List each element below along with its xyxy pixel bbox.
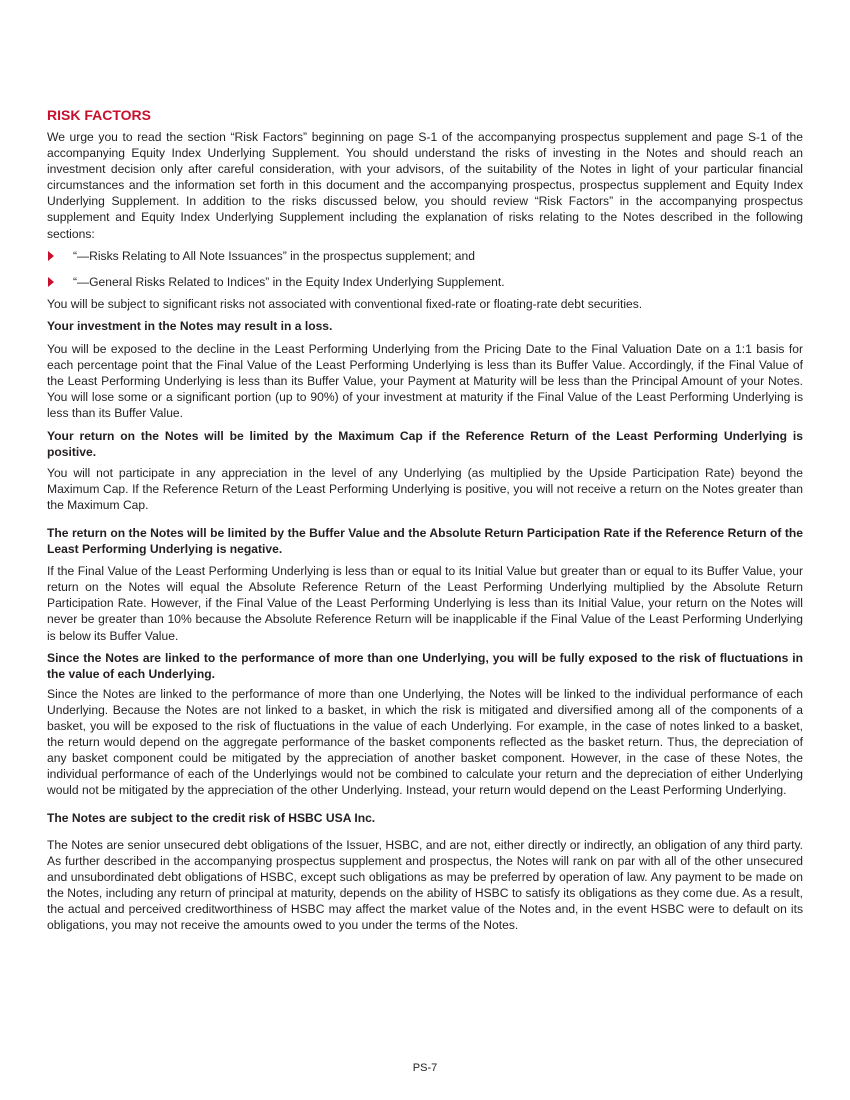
risk-body: If the Final Value of the Least Performing Underlying is less than or equal to its Initial Value but greater than or equal to its Buffer Value, your return on the Notes will equal the Absolute Reference Return of the Least Performing Underlying multiplied by the Absolute Return Participation Rate. However, if the Final Value of the Least Performing Underlying is less than its Initial Value, your return on the Notes will never be greater than 10% because the Absolute Reference Return will be inapplicable if the Final Value of the Least Performing Underlying is below its Buffer Value. [47, 564, 803, 643]
risk-body: The Notes are senior unsecured debt obligations of the Issuer, HSBC, and are not, either directly or indirectly, an obligation of any third party. As further described in the accompanying prospectus supplement and prospectus, the Notes will rank on par with all of the other unsecured and unsubordinated debt obligations of HSBC, except such obligations as may be preferred by operation of law. Any payment to be made on the Notes, including any return of principal at maturity, depends on the ability of HSBC to satisfy its obligations as they come due. As a result, the actual and perceived creditworthiness of HSBC may affect the market value of the Notes and, in the event HSBC were to default on its obligations, you may not receive the amounts owed to you under the terms of the Notes. [47, 837, 803, 933]
bullet-triangle-icon [48, 251, 54, 261]
risk-heading: The Notes are subject to the credit risk of HSBC USA Inc. [47, 811, 376, 826]
list-item [47, 248, 803, 264]
page-number: PS-7 [412, 1062, 438, 1074]
document-page [47, 106, 803, 933]
risk-body: You will not participate in any appreciation in the level of any Underlying (as multiplied by the Upside Participation Rate) beyond the Maximum Cap. If the Reference Return of the Least Performing Underlying is positive, you will not receive a return on the Notes greater than the Maximum Cap. [47, 465, 803, 512]
risk-heading: Since the Notes are linked to the performance of more than one Underlying, you will be fully exposed to the risk of fluctuations in the value of each Underlying. [47, 650, 803, 681]
bullet-text: “—Risks Relating to All Note Issuances” in the prospectus supplement; and [73, 248, 475, 263]
risk-heading: Your investment in the Notes may result in a loss. [47, 318, 333, 333]
bullet-text: “—General Risks Related to Indices” in the Equity Index Underlying Supplement. [73, 274, 505, 289]
bullet-triangle-icon [48, 277, 54, 287]
risk-heading: Your return on the Notes will be limited by the Maximum Cap if the Reference Return of the Least Performing Underlying is positive. [47, 428, 803, 459]
risk-heading: The return on the Notes will be limited by the Buffer Value and the Absolute Return Participation Rate if the Reference Return of the Least Performing Underlying is negative. [47, 525, 803, 557]
subject-note: You will be subject to significant risks not associated with conventional fixed-rate or floating-rate debt securities. [47, 296, 643, 311]
intro-paragraph: We urge you to read the section “Risk Factors” beginning on page S-1 of the accompanying prospectus supplement and page S-1 of the accompanying Equity Index Underlying Supplement. You should understand the risks of investing in the Notes and should reach an investment decision only after careful consideration, with your advisors, of the suitability of the Notes in light of your particular financial circumstances and the information set forth in this document and the accompanying prospectus, prospectus supplement and Equity Index Underlying Supplement. In addition to the risks discussed below, you should review “Risk Factors” in the accompanying prospectus supplement and Equity Index Underlying Supplement including the explanation of risks relating to the Notes described in the following sections: [47, 130, 803, 241]
section-title: RISK FACTORS [47, 107, 151, 123]
risk-body: You will be exposed to the decline in the Least Performing Underlying from the Pricing Date to the Final Valuation Date on a 1:1 basis for each percentage point that the Final Value of the Least Performing Underlying is less than its Buffer Value. Accordingly, if the Final Value of the Least Performing Underlying is less than its Buffer Value, your Payment at Maturity will be less than the Principal Amount of your Notes. You will lose some or a significant portion (up to 90%) of your investment at maturity if the Final Value of the Least Performing Underlying is less than its Buffer Value. [47, 342, 803, 421]
bullet-list [47, 248, 803, 290]
risk-body: Since the Notes are linked to the performance of more than one Underlying, the Notes will be linked to the individual performance of each Underlying. Because the Notes are not linked to a basket, in which the risk is mitigated and diversified among all of the components of a basket, you will be exposed to the risk of fluctuations in the value of each Underlying. For example, in the case of notes linked to a basket, the return would depend on the aggregate performance of the basket components reflected as the basket return. Thus, the depreciation of any basket component could be mitigated by the appreciation of another basket component. However, in the case of these Notes, the individual performance of each of the Underlyings would not be combined to calculate your return and the depreciation of either Underlying would not be mitigated by the appreciation of the other Underlying. Instead, your return would depend on the Least Performing Underlying. [47, 686, 803, 798]
list-item [47, 274, 803, 290]
